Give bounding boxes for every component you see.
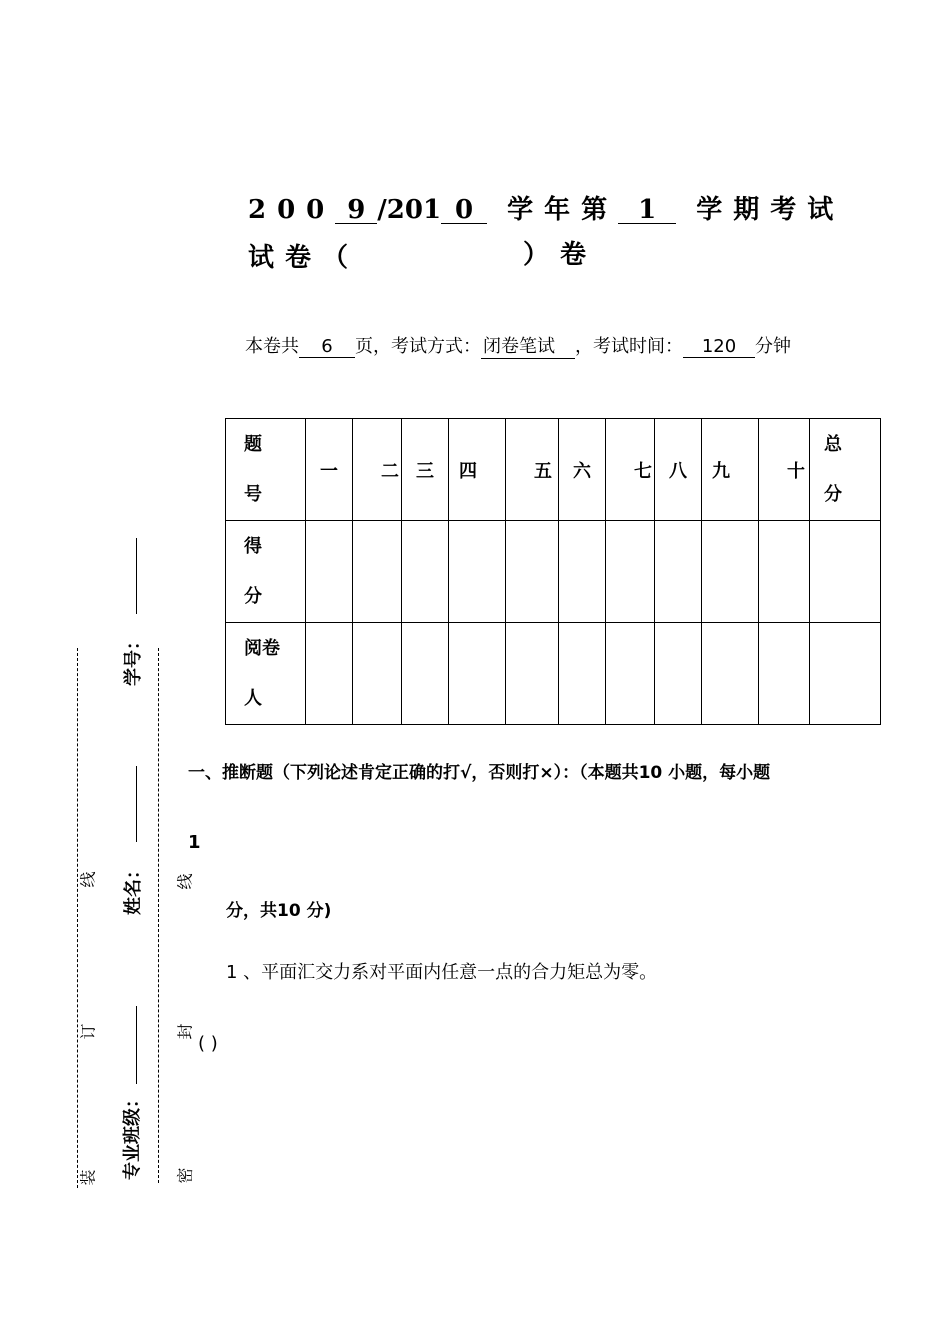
margin-outer-2: 订 [78, 1023, 98, 1040]
col-2: 二 [353, 419, 402, 521]
score-cell[interactable] [606, 521, 655, 623]
title-sep: /201 [377, 195, 442, 225]
col-10: 十 [759, 419, 810, 521]
time-unit: 分钟 [755, 336, 791, 357]
score-cell[interactable] [353, 521, 402, 623]
question-1: 1 、平面汇交力系对平面内任意一点的合力矩总为零。 [226, 962, 658, 983]
time-label: ，考试时间： [575, 336, 683, 357]
col-total: 总 分 [810, 419, 881, 521]
score-cell[interactable] [306, 521, 353, 623]
score-cell[interactable] [810, 521, 881, 623]
margin-inner-3: 线 [175, 873, 195, 890]
col-4: 四 [449, 419, 506, 521]
name-line[interactable] [136, 766, 137, 842]
section-heading-end: 分，共10 分) [226, 901, 332, 921]
title-term-blank: 1 [618, 197, 676, 224]
col-9: 九 [702, 419, 759, 521]
student-id-line[interactable] [136, 538, 137, 614]
answer-blank[interactable]: ( ) [198, 1033, 218, 1054]
title-mid: 学年第 [507, 195, 619, 225]
score-cell[interactable] [506, 521, 559, 623]
grader-cell[interactable] [353, 623, 402, 725]
margin-outer-1: 装 [78, 1169, 98, 1186]
inner-dashed-line [158, 648, 159, 1183]
col-6: 六 [559, 419, 606, 521]
grader-cell[interactable] [759, 623, 810, 725]
score-table [225, 418, 881, 725]
col-1: 一 [306, 419, 353, 521]
grader-cell[interactable] [306, 623, 353, 725]
score-cell[interactable] [759, 521, 810, 623]
margin-inner-2: 封 [175, 1023, 195, 1040]
time-value: 120 [683, 336, 755, 358]
margin-inner-1: 密 [175, 1167, 195, 1184]
section-points: 1 [188, 832, 201, 853]
score-cell[interactable] [655, 521, 702, 623]
grader-cell[interactable] [559, 623, 606, 725]
outer-dashed-line [77, 648, 78, 1188]
class-label: 专业班级： [122, 1090, 143, 1180]
title-year1-blank: 9 [335, 197, 377, 224]
exam-info [245, 332, 791, 359]
score-cell[interactable] [559, 521, 606, 623]
grader-cell[interactable] [702, 623, 759, 725]
exam-title-line2: ）卷 [523, 240, 598, 270]
exam-mode: 闭卷笔试 [481, 332, 575, 359]
row-header-grader: 阅卷 人 [226, 623, 306, 725]
pages-value: 6 [299, 336, 355, 358]
section-heading: 一、推断题（下列论述肯定正确的打√，否则打×）：（本题共10 小题，每小题 [188, 763, 771, 783]
score-cell[interactable] [449, 521, 506, 623]
table-row-grader [226, 623, 881, 725]
score-cell[interactable] [702, 521, 759, 623]
score-cell[interactable] [402, 521, 449, 623]
title-suffix: 学期考试试卷（ [248, 195, 845, 273]
grader-cell[interactable] [402, 623, 449, 725]
class-line[interactable] [136, 1006, 137, 1084]
col-8: 八 [655, 419, 702, 521]
grader-cell[interactable] [810, 623, 881, 725]
grader-cell[interactable] [606, 623, 655, 725]
row-header-score: 得 分 [226, 521, 306, 623]
name-label: 姓名： [123, 861, 144, 915]
pages-label: 本卷共 [245, 336, 299, 357]
title-year1-prefix: 200 [248, 195, 336, 225]
col-3: 三 [402, 419, 449, 521]
student-id-label: 学号： [123, 632, 144, 686]
title-year2-blank: 0 [441, 197, 487, 224]
table-row-score [226, 521, 881, 623]
col-5: 五 [506, 419, 559, 521]
table-row-question [226, 419, 881, 521]
row-header-question: 题 号 [226, 419, 306, 521]
grader-cell[interactable] [449, 623, 506, 725]
margin-outer-3: 线 [78, 871, 98, 888]
col-7: 七 [606, 419, 655, 521]
pages-unit: 页，考试方式： [355, 336, 481, 357]
grader-cell[interactable] [506, 623, 559, 725]
grader-cell[interactable] [655, 623, 702, 725]
